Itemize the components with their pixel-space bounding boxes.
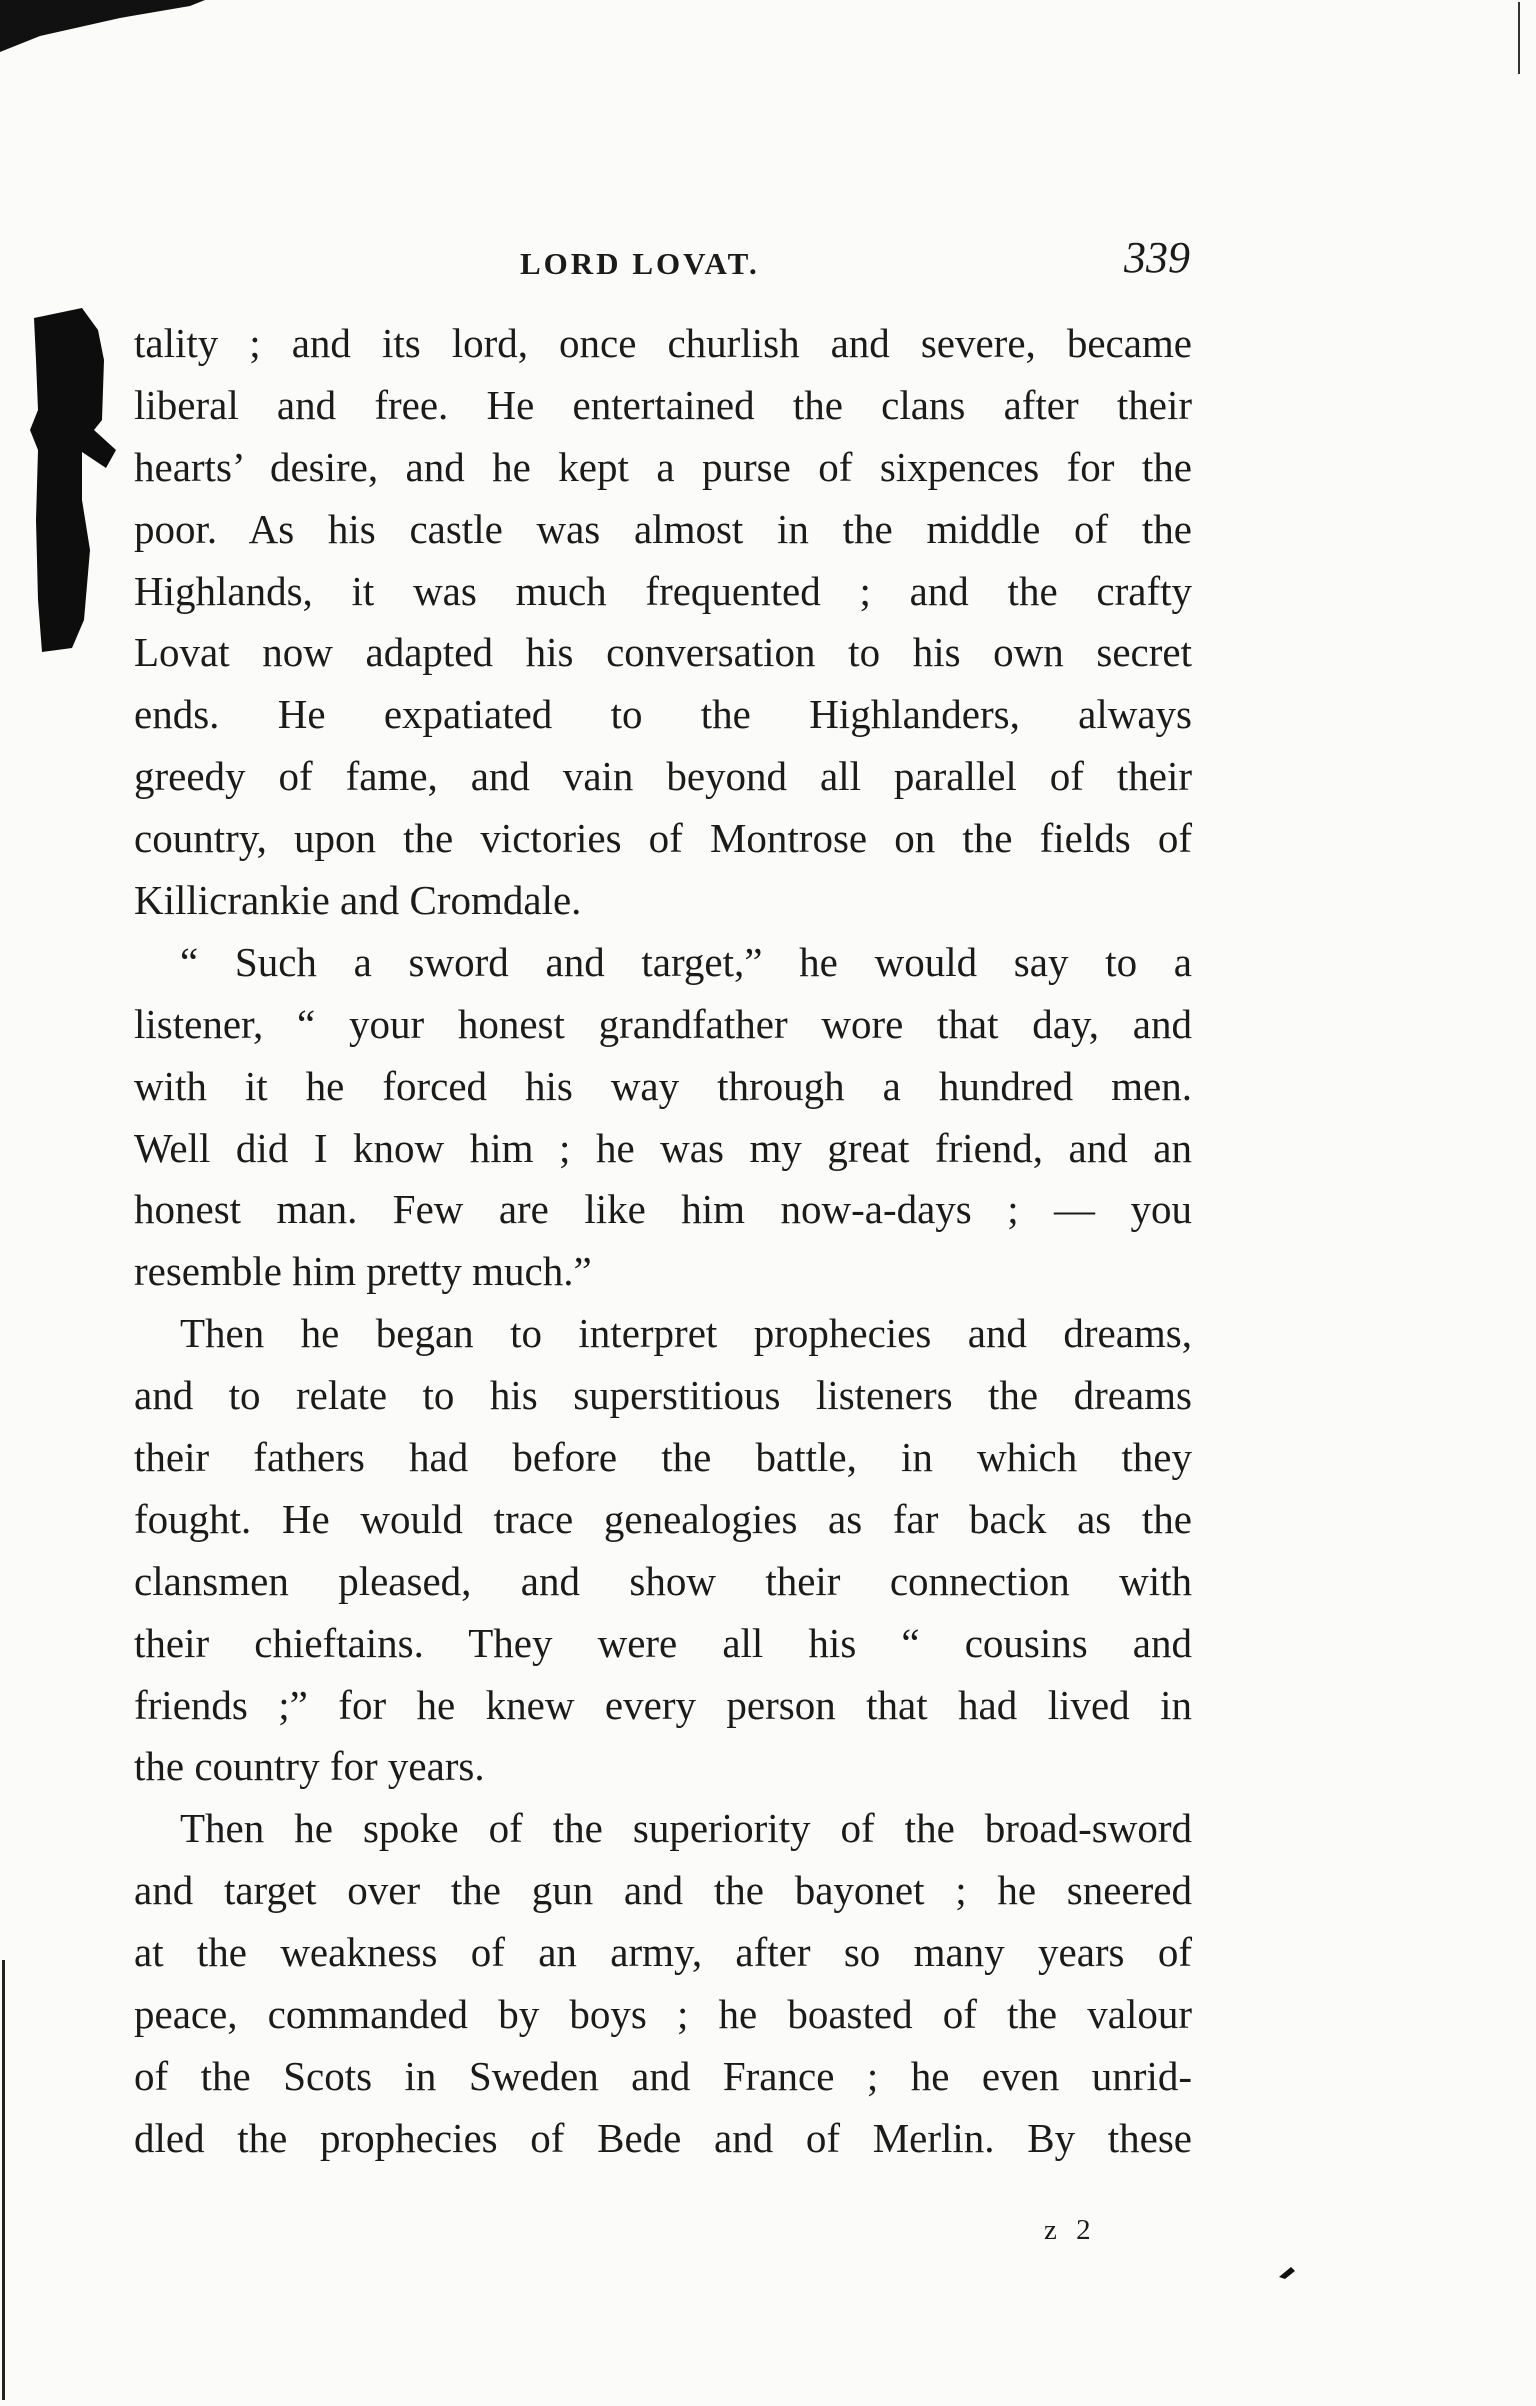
text-line: greedy of fame, and vain beyond all parallel of their xyxy=(134,753,1192,800)
text-line: Then he spoke of the superiority of the broad-sword xyxy=(180,1805,1192,1852)
text-line: clansmen pleased, and show their connection with xyxy=(134,1557,1192,1604)
text-line: “ Such a sword and target,” he would say to a xyxy=(180,938,1192,985)
text-line: their chieftains. They were all his “ cousins and xyxy=(134,1619,1192,1666)
text-line: listener, “ your honest grandfather wore that day, and xyxy=(134,1000,1192,1047)
text-line: liberal and free. He entertained the clans after their xyxy=(134,381,1192,428)
text-line: of the Scots in Sweden and France ; he even unrid- xyxy=(134,2052,1192,2099)
scan-corner-shadow xyxy=(0,0,220,60)
body-text xyxy=(134,313,1192,2170)
text-line: their fathers had before the battle, in which they xyxy=(134,1434,1192,1481)
text-line: country, upon the victories of Montrose on the fields of xyxy=(134,815,1192,862)
signature-mark: z 2 xyxy=(1044,2214,1097,2246)
text-line: honest man. Few are like him now-a-days ; — you xyxy=(134,1186,1192,1233)
text-line: peace, commanded by boys ; he boasted of the valour xyxy=(134,1991,1192,2038)
scan-ink-blot xyxy=(12,300,122,660)
text-line: tality ; and its lord, once churlish and severe, became xyxy=(134,320,1192,366)
running-head xyxy=(130,232,1190,292)
scan-ink-speck xyxy=(1277,2265,1297,2281)
text-line: fought. He would trace genealogies as far back as the xyxy=(134,1495,1192,1542)
text-line: ends. He expatiated to the Highlanders, always xyxy=(134,691,1192,738)
text-line: resemble him pretty much.” xyxy=(134,1248,592,1295)
text-line: Highlands, it was much frequented ; and the crafty xyxy=(134,567,1192,614)
text-line: friends ;” for he knew every person that had lived in xyxy=(134,1681,1192,1728)
running-title: LORD LOVAT. xyxy=(520,246,760,281)
text-line: and to relate to his superstitious listeners the dreams xyxy=(134,1372,1192,1419)
scan-edge-mark-right xyxy=(1518,2,1520,74)
text-line: Well did I know him ; he was my great friend, and an xyxy=(134,1124,1192,1171)
text-line: hearts’ desire, and he kept a purse of sixpences for the xyxy=(134,443,1192,490)
text-line: the country for years. xyxy=(134,1743,485,1790)
text-line: Killicrankie and Cromdale. xyxy=(134,877,582,924)
scan-edge-mark-left xyxy=(2,1960,5,2400)
text-line: poor. As his castle was almost in the middle of the xyxy=(134,505,1192,552)
text-line: Then he began to interpret prophecies and dreams, xyxy=(180,1310,1192,1357)
page-number: 339 xyxy=(1124,233,1190,282)
text-line: Lovat now adapted his conversation to his own secret xyxy=(134,629,1192,676)
text-line: and target over the gun and the bayonet ; he sneered xyxy=(134,1867,1192,1914)
text-line: with it he forced his way through a hundred men. xyxy=(134,1062,1192,1109)
text-line: at the weakness of an army, after so many years of xyxy=(134,1929,1192,1976)
text-line: dled the prophecies of Bede and of Merlin. By these xyxy=(134,2114,1192,2161)
